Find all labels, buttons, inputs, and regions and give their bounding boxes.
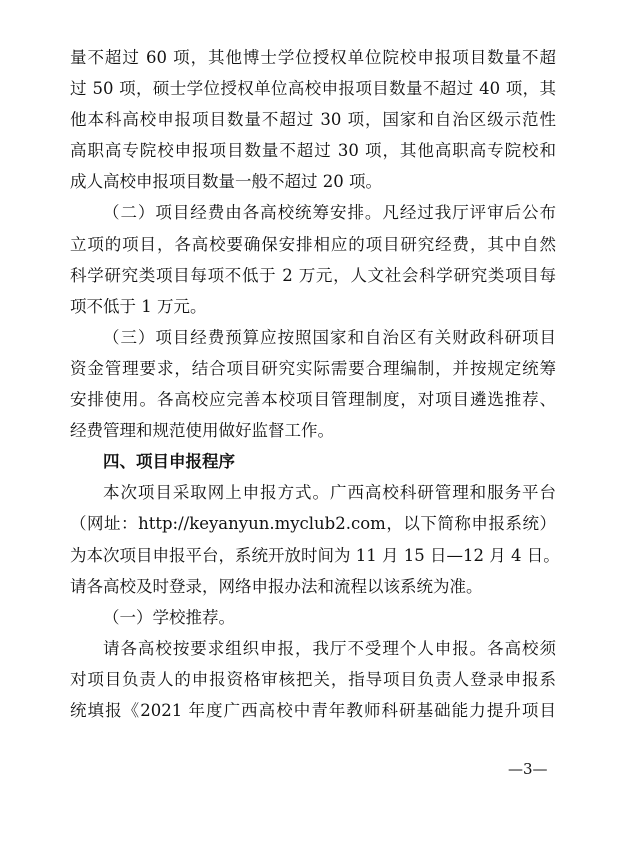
text-line: 经费管理和规范使用做好监督工作。 xyxy=(70,421,334,441)
text-line: 对项目负责人的申报资格审核把关，指导项目负责人登录申报系 xyxy=(70,669,556,689)
text-line: 统填报《2021 年度广西高校中青年教师科研基础能力提升项目 xyxy=(70,700,556,720)
document-body xyxy=(70,42,560,726)
text-line: （三）项目经费预算应按照国家和自治区有关财政科研项目 xyxy=(103,327,556,347)
text-line: 为本次项目申报平台，系统开放时间为 11 月 15 日—12 月 4 日。 xyxy=(70,545,560,565)
page-number: —3— xyxy=(508,760,548,778)
text-line: 本次项目采取网上申报方式。广西高校科研管理和服务平台 xyxy=(103,483,556,503)
text-line: 立项的项目，各高校要确保安排相应的项目研究经费，其中自然 xyxy=(70,234,556,254)
text-line: 科学研究类项目每项不低于 2 万元，人文社会科学研究类项目每 xyxy=(70,265,556,285)
text-line: 他本科高校申报项目数量不超过 30 项，国家和自治区级示范性 xyxy=(70,110,556,130)
text-line: 量不超过 60 项，其他博士学位授权单位院校申报项目数量不超 xyxy=(70,48,556,67)
text-line: 安排使用。各高校应完善本校项目管理制度，对项目遴选推荐、 xyxy=(70,390,556,410)
text-line: 请各高校及时登录，网络申报办法和流程以该系统为准。 xyxy=(70,576,483,596)
text-line: 项不低于 1 万元。 xyxy=(70,296,207,316)
section-heading: 四、项目申报程序 xyxy=(103,452,235,472)
text-line: 高职高专院校申报项目数量不超过 30 项，其他高职高专院校和 xyxy=(70,141,556,161)
text-line: （网址：http://keyanyun.myclub2.com，以下简称申报系统） xyxy=(70,514,556,534)
text-line: 过 50 项，硕士学位授权单位高校申报项目数量不超过 40 项，其 xyxy=(70,79,556,99)
text-line: 请各高校按要求组织申报，我厅不受理个人申报。各高校须 xyxy=(103,638,556,658)
text-line: （二）项目经费由各高校统筹安排。凡经过我厅评审后公布 xyxy=(103,203,556,223)
text-line: 成人高校申报项目数量一般不超过 20 项。 xyxy=(70,172,382,192)
text-line: 资金管理要求，结合项目研究实际需要合理编制，并按规定统筹 xyxy=(70,358,556,378)
text-line: （一）学校推荐。 xyxy=(103,607,235,627)
